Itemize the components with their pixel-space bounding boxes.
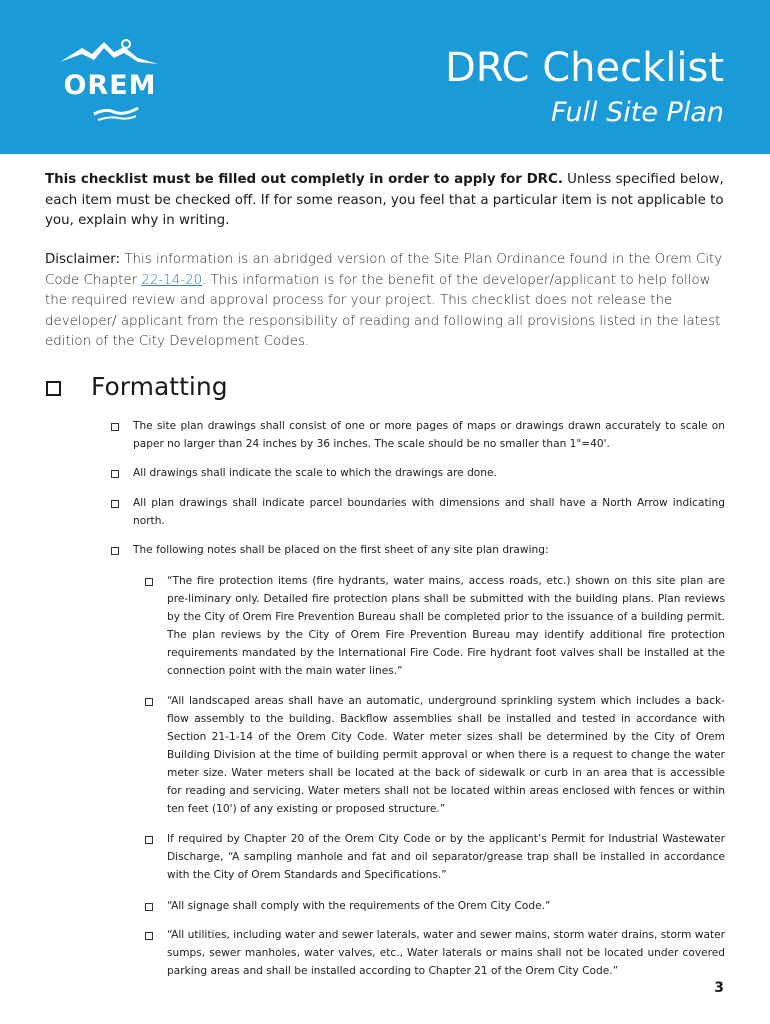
section-title: Formatting (91, 372, 228, 401)
checklist-item: All drawings shall indicate the scale to which the drawings are done. (133, 467, 497, 479)
item-checkbox[interactable] (111, 470, 119, 478)
disclaimer-label: Disclaimer: (45, 252, 121, 267)
page-number: 3 (714, 980, 724, 996)
checklist-item: The site plan drawings shall consist of one or more pages of maps or drawings drawn accurately to scale on paper no larger than 24 inches by 36 inches. The scale should be no smaller than 1"=40'. (133, 420, 725, 450)
header-banner (0, 0, 770, 154)
logo-text: OREM (63, 70, 157, 101)
item-checkbox[interactable] (111, 423, 119, 431)
intro-text: Unless specified below, each item must be checked off. If for some reason, you feel that a particular item is not applicable to you, explain why in writing. (45, 172, 724, 228)
checklist-subitem: “All signage shall comply with the requirements of the Orem City Code.” (167, 900, 551, 912)
item-checkbox[interactable] (111, 547, 119, 555)
checklist-subitem: If required by Chapter 20 of the Orem City Code or by the applicant’s Permit for Industrial Wastewater Discharge, “A sampling manhole and fat and oil separator/grease trap shall be installed in accordance with the City of Orem Standards and Specifications.” (167, 833, 725, 881)
intro-bold: This checklist must be filled out completly in order to apply for DRC. (45, 172, 563, 187)
page-subtitle: Full Site Plan (551, 97, 724, 128)
subitem-checkbox[interactable] (145, 578, 153, 586)
disclaimer-text-after: . This information is for the benefit of the developer/applicant to help follow the required review and approval process for your project. This checklist does not release the developer/ applicant from the responsibility of reading and following all provisions listed in the latest edition of the City Development Codes. (45, 272, 721, 349)
checklist-subitem: “All landscaped areas shall have an automatic, underground sprinkling system which includes a back-flow assembly to the building. Backflow assemblies shall be installed and tested in accordance with Section 21-1-14 of the Orem City Code. Water meter sizes shall be determined by the City of Orem Building Division at the time of building permit approval or when there is a request to change the water meter size. Water meters shall be located at the back of sidewalk or curb in an area that is accessible for reading and servicing. Water meters shall not be located within areas enclosed with fences or within ten feet (10') of any existing or proposed structure.” (167, 695, 725, 815)
subitem-checkbox[interactable] (145, 932, 153, 940)
code-chapter-link[interactable]: 22-14-20 (141, 272, 203, 288)
disclaimer-paragraph (45, 250, 725, 353)
subitem-checkbox[interactable] (145, 698, 153, 706)
intro-paragraph (45, 170, 725, 232)
checklist-subitem: “The fire protection items (fire hydrants, water mains, access roads, etc.) shown on this site plan are pre-liminary only. Detailed fire protection plans shall be submitted with the building plans. Plan reviews by the City of Orem Fire Prevention Bureau shall be completed prior to the issuance of a building permit. The plan reviews by the City of Orem Fire Prevention Bureau may identify additional fire protection requirements mandated by the International Fire Code. Fire hydrant foot valves shall be installed at the connection point with the main water lines.” (167, 575, 725, 677)
page-title: DRC Checklist (444, 45, 724, 91)
disclaimer-text-before: This information is an abridged version of the Site Plan Ordinance found in the Orem City Code Chapter (45, 252, 723, 288)
section-checkbox[interactable] (46, 381, 61, 396)
orem-logo (54, 38, 166, 124)
checklist-item: All plan drawings shall indicate parcel boundaries with dimensions and shall have a North Arrow indicating north. (133, 497, 725, 527)
subitem-checkbox[interactable] (145, 836, 153, 844)
subitem-checkbox[interactable] (145, 903, 153, 911)
item-checkbox[interactable] (111, 500, 119, 508)
checklist-subitem: “All utilities, including water and sewer laterals, water and sewer mains, storm water drains, storm water sumps, sewer manholes, water valves, etc., Water laterals or mains shall not be located under covered parking areas and shall be installed according to Chapter 21 of the Orem City Code.” (167, 929, 725, 977)
checklist-item: The following notes shall be placed on the first sheet of any site plan drawing: (133, 544, 549, 556)
